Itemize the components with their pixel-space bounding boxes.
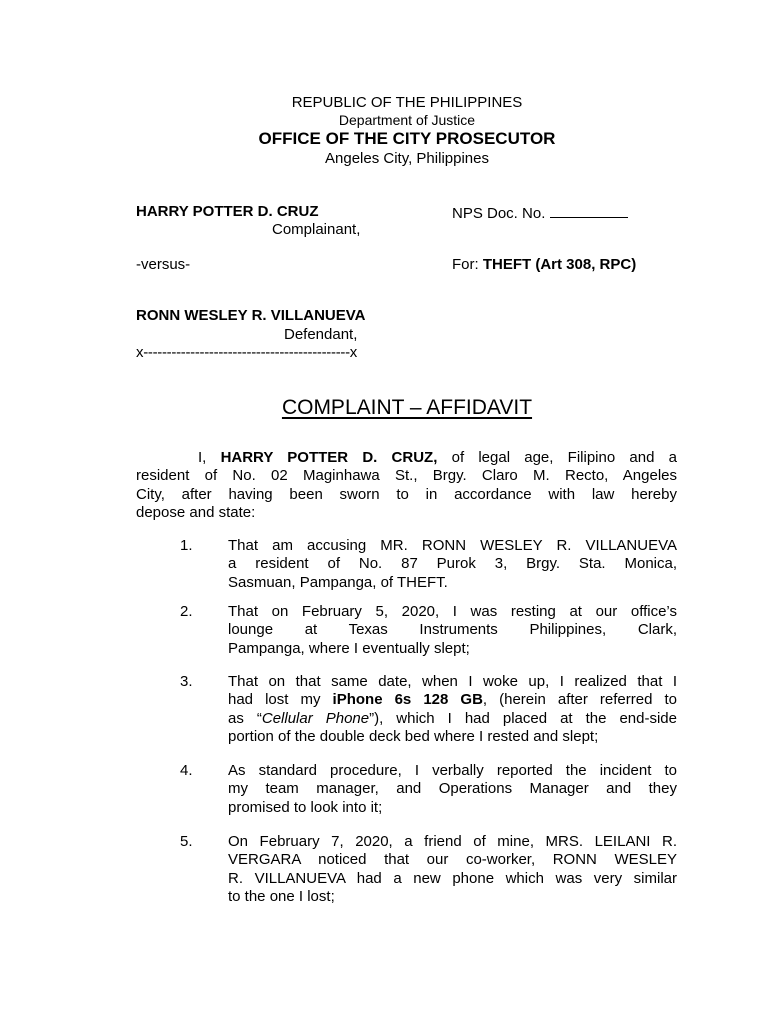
item-number: 2. <box>180 603 193 620</box>
charge-text: THEFT (Art 308, RPC) <box>482 256 637 273</box>
list-item: That am accusing MR. RONN WESLEY R. VILLANUEVA a resident of No. 87 Purok 3, Brgy. Sta. Monica, Sasmuan, Pampanga, of THEFT. <box>228 537 677 591</box>
list-item: That on that same date, when I woke up, I realized that I had lost my iPhone 6s 128 GB, (herein after referred to as “Cellular Phone”), which I had placed at the end-side portion of the double deck bed where I rested and slept; <box>228 673 678 746</box>
item-number: 3. <box>180 673 193 690</box>
header-location: Angeles City, Philippines <box>325 150 489 167</box>
nps-doc-number <box>452 203 628 223</box>
list-item: That on February 5, 2020, I was resting at our office’s lounge at Texas Instruments Philippines, Clark, Pampanga, where I eventually slept; <box>228 603 677 657</box>
intro-paragraph <box>136 449 677 523</box>
document-title: COMPLAINT – AFFIDAVIT <box>281 396 533 419</box>
complainant-role: Complainant, <box>272 221 361 238</box>
list-item: As standard procedure, I verbally reported the incident to my team manager, and Operations Manager and they promised to look into it; <box>228 762 677 816</box>
intro-line-2: resident of No. 02 Maginhawa St., Brgy. Claro M. Recto, Angeles <box>136 467 677 485</box>
header-department: Department of Justice <box>338 112 476 128</box>
versus-label: -versus- <box>136 256 191 273</box>
list-item: On February 7, 2020, a friend of mine, MRS. LEILANI R. VERGARA noticed that our co-worker, RONN WESLEY R. VILLANUEVA had a new phone which was very similar to the one I lost; <box>228 833 677 906</box>
charge-line <box>452 256 636 274</box>
intro-line-1: I, HARRY POTTER D. CRUZ, of legal age, Filipino and a <box>198 449 677 466</box>
intro-line-3: City, after having been sworn to in accordance with law hereby <box>136 485 677 503</box>
caption-separator: x--------------------------------------------x <box>136 344 357 361</box>
defendant-name: RONN WESLEY R. VILLANUEVA <box>136 307 366 324</box>
complainant-name: HARRY POTTER D. CRUZ <box>136 203 319 220</box>
phone-model: iPhone 6s 128 GB <box>332 691 483 709</box>
affiant-name: HARRY POTTER D. CRUZ, <box>220 449 438 466</box>
item-number: 5. <box>180 833 193 850</box>
doc-number-blank-line <box>550 203 628 218</box>
defined-term: Cellular Phone <box>261 709 370 727</box>
defendant-role: Defendant, <box>284 326 358 343</box>
header-office: OFFICE OF THE CITY PROSECUTOR <box>258 129 556 148</box>
item-number: 4. <box>180 762 193 779</box>
item-number: 1. <box>180 537 193 554</box>
intro-line-4: depose and state: <box>136 504 256 522</box>
nps-doc-label: NPS Doc. No. <box>452 205 546 222</box>
for-label: For: <box>452 256 479 273</box>
header-republic: REPUBLIC OF THE PHILIPPINES <box>291 94 523 111</box>
